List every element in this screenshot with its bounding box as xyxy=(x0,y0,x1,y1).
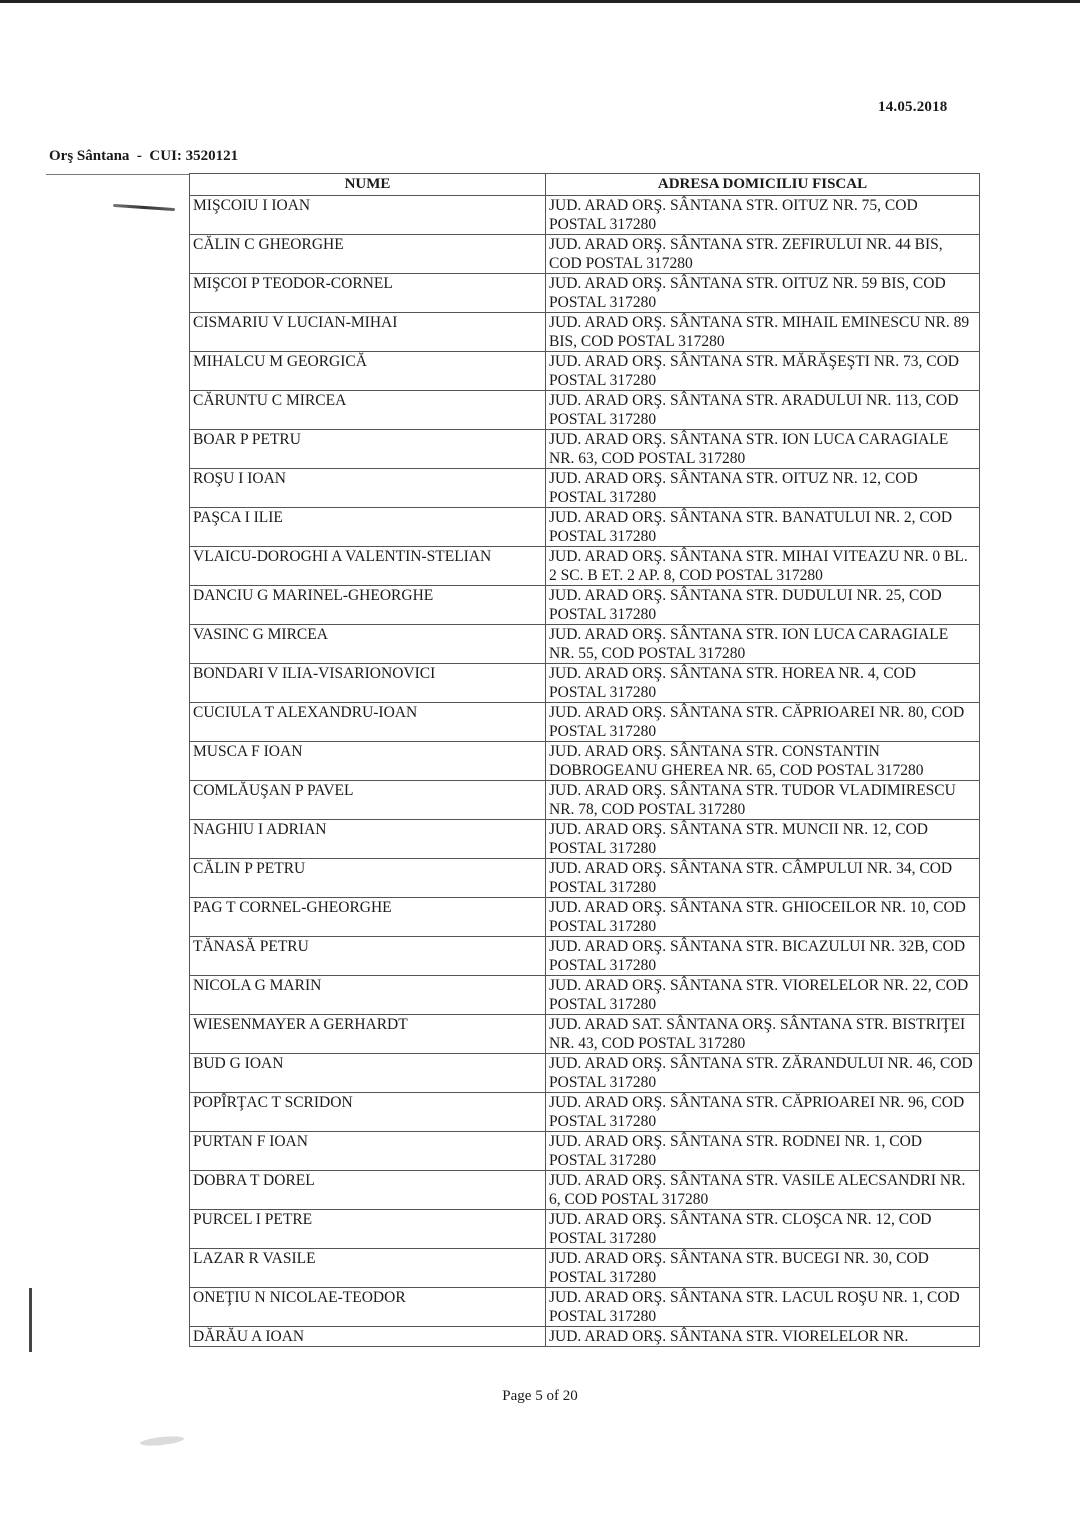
table-row xyxy=(190,391,980,430)
table-row xyxy=(190,1132,980,1171)
table-row xyxy=(190,664,980,703)
table-header-row xyxy=(190,174,980,196)
page-number: Page 5 of 20 xyxy=(502,1388,578,1404)
fiscal-address-cell: JUD. ARAD ORŞ. SÂNTANA STR. OITUZ NR. 75, COD POSTAL 317280 xyxy=(546,196,980,235)
taxpayer-name-cell: ROŞU I IOAN xyxy=(190,469,546,508)
fiscal-address-cell: JUD. ARAD ORŞ. SÂNTANA STR. GHIOCEILOR NR. 10, COD POSTAL 317280 xyxy=(546,898,980,937)
table-row xyxy=(190,1093,980,1132)
taxpayer-name-cell: MIHALCU M GEORGICĂ xyxy=(190,352,546,391)
table-row xyxy=(190,274,980,313)
table-row xyxy=(190,235,980,274)
fiscal-address-cell: JUD. ARAD ORŞ. SÂNTANA STR. ZEFIRULUI NR. 44 BIS, COD POSTAL 317280 xyxy=(546,235,980,274)
taxpayer-name-cell: CUCIULA T ALEXANDRU-IOAN xyxy=(190,703,546,742)
taxpayer-name-cell: DOBRA T DOREL xyxy=(190,1171,546,1210)
fiscal-address-cell: JUD. ARAD ORŞ. SÂNTANA STR. MUNCII NR. 12, COD POSTAL 317280 xyxy=(546,820,980,859)
table-row xyxy=(190,196,980,235)
taxpayer-name-cell: TĂNASĂ PETRU xyxy=(190,937,546,976)
fiscal-address-cell: JUD. ARAD ORŞ. SÂNTANA STR. OITUZ NR. 12, COD POSTAL 317280 xyxy=(546,469,980,508)
taxpayer-table xyxy=(189,173,980,1347)
fiscal-address-cell: JUD. ARAD ORŞ. SÂNTANA STR. ION LUCA CARAGIALE NR. 55, COD POSTAL 317280 xyxy=(546,625,980,664)
taxpayer-name-cell: CĂLIN C GHEORGHE xyxy=(190,235,546,274)
table-row xyxy=(190,859,980,898)
taxpayer-name-cell: DĂRĂU A IOAN xyxy=(190,1327,546,1347)
fiscal-address-cell: JUD. ARAD ORŞ. SÂNTANA STR. VIORELELOR NR. 22, COD POSTAL 317280 xyxy=(546,976,980,1015)
taxpayer-name-cell: BUD G IOAN xyxy=(190,1054,546,1093)
table-row xyxy=(190,352,980,391)
table-row xyxy=(190,820,980,859)
taxpayer-name-cell: BONDARI V ILIA-VISARIONOVICI xyxy=(190,664,546,703)
taxpayer-name-cell: CISMARIU V LUCIAN-MIHAI xyxy=(190,313,546,352)
fiscal-address-cell: JUD. ARAD ORŞ. SÂNTANA STR. CONSTANTIN DOBROGEANU GHEREA NR. 65, COD POSTAL 317280 xyxy=(546,742,980,781)
fiscal-address-cell: JUD. ARAD ORŞ. SÂNTANA STR. ARADULUI NR. 113, COD POSTAL 317280 xyxy=(546,391,980,430)
column-header-name: NUME xyxy=(190,174,546,196)
taxpayer-name-cell: VASINC G MIRCEA xyxy=(190,625,546,664)
table-row xyxy=(190,742,980,781)
pen-mark xyxy=(113,204,175,211)
fiscal-address-cell: JUD. ARAD ORŞ. SÂNTANA STR. VIORELELOR NR. xyxy=(546,1327,980,1347)
taxpayer-name-cell: BOAR P PETRU xyxy=(190,430,546,469)
header-divider xyxy=(46,174,189,175)
fiscal-address-cell: JUD. ARAD ORŞ. SÂNTANA STR. VASILE ALECSANDRI NR. 6, COD POSTAL 317280 xyxy=(546,1171,980,1210)
table-row xyxy=(190,430,980,469)
table-row xyxy=(190,1249,980,1288)
table-row xyxy=(190,313,980,352)
taxpayer-name-cell: NAGHIU I ADRIAN xyxy=(190,820,546,859)
taxpayer-name-cell: ONEŢIU N NICOLAE-TEODOR xyxy=(190,1288,546,1327)
taxpayer-name-cell: WIESENMAYER A GERHARDT xyxy=(190,1015,546,1054)
table-row xyxy=(190,508,980,547)
taxpayer-name-cell: VLAICU-DOROGHI A VALENTIN-STELIAN xyxy=(190,547,546,586)
fiscal-address-cell: JUD. ARAD ORŞ. SÂNTANA STR. ION LUCA CARAGIALE NR. 63, COD POSTAL 317280 xyxy=(546,430,980,469)
document-date: 14.05.2018 xyxy=(878,99,948,115)
taxpayer-name-cell: DANCIU G MARINEL-GHEORGHE xyxy=(190,586,546,625)
taxpayer-name-cell: COMLĂUŞAN P PAVEL xyxy=(190,781,546,820)
fiscal-address-cell: JUD. ARAD ORŞ. SÂNTANA STR. CÂMPULUI NR. 34, COD POSTAL 317280 xyxy=(546,859,980,898)
taxpayer-name-cell: LAZAR R VASILE xyxy=(190,1249,546,1288)
fiscal-address-cell: JUD. ARAD ORŞ. SÂNTANA STR. MIHAI VITEAZU NR. 0 BL. 2 SC. B ET. 2 AP. 8, COD POSTAL 317280 xyxy=(546,547,980,586)
table-row xyxy=(190,547,980,586)
taxpayer-name-cell: MIŞCOIU I IOAN xyxy=(190,196,546,235)
fiscal-address-cell: JUD. ARAD ORŞ. SÂNTANA STR. RODNEI NR. 1, COD POSTAL 317280 xyxy=(546,1132,980,1171)
fiscal-address-cell: JUD. ARAD ORŞ. SÂNTANA STR. BUCEGI NR. 30, COD POSTAL 317280 xyxy=(546,1249,980,1288)
taxpayer-name-cell: MIŞCOI P TEODOR-CORNEL xyxy=(190,274,546,313)
page-top-border xyxy=(0,0,1080,3)
taxpayer-name-cell: PAG T CORNEL-GHEORGHE xyxy=(190,898,546,937)
fiscal-address-cell: JUD. ARAD ORŞ. SÂNTANA STR. BICAZULUI NR. 32B, COD POSTAL 317280 xyxy=(546,937,980,976)
taxpayer-name-cell: MUSCA F IOAN xyxy=(190,742,546,781)
fiscal-address-cell: JUD. ARAD ORŞ. SÂNTANA STR. LACUL ROŞU NR. 1, COD POSTAL 317280 xyxy=(546,1288,980,1327)
table-row xyxy=(190,1327,980,1347)
fiscal-address-cell: JUD. ARAD ORŞ. SÂNTANA STR. OITUZ NR. 59 BIS, COD POSTAL 317280 xyxy=(546,274,980,313)
taxpayer-name-cell: CĂLIN P PETRU xyxy=(190,859,546,898)
taxpayer-name-cell: PURCEL I PETRE xyxy=(190,1210,546,1249)
fiscal-address-cell: JUD. ARAD ORŞ. SÂNTANA STR. MIHAIL EMINESCU NR. 89 BIS, COD POSTAL 317280 xyxy=(546,313,980,352)
fiscal-address-cell: JUD. ARAD SAT. SÂNTANA ORŞ. SÂNTANA STR. BISTRIŢEI NR. 43, COD POSTAL 317280 xyxy=(546,1015,980,1054)
table-row xyxy=(190,937,980,976)
table-row xyxy=(190,1288,980,1327)
scan-smudge xyxy=(140,1435,185,1448)
taxpayer-name-cell: PURTAN F IOAN xyxy=(190,1132,546,1171)
table-row xyxy=(190,703,980,742)
taxpayer-name-cell: POPÎRŢAC T SCRIDON xyxy=(190,1093,546,1132)
fiscal-address-cell: JUD. ARAD ORŞ. SÂNTANA STR. BANATULUI NR. 2, COD POSTAL 317280 xyxy=(546,508,980,547)
table-row xyxy=(190,1171,980,1210)
fiscal-address-cell: JUD. ARAD ORŞ. SÂNTANA STR. ZĂRANDULUI NR. 46, COD POSTAL 317280 xyxy=(546,1054,980,1093)
taxpayer-name-cell: PAŞCA I ILIE xyxy=(190,508,546,547)
table-row xyxy=(190,469,980,508)
fiscal-address-cell: JUD. ARAD ORŞ. SÂNTANA STR. MĂRĂŞEŞTI NR. 73, COD POSTAL 317280 xyxy=(546,352,980,391)
fiscal-address-cell: JUD. ARAD ORŞ. SÂNTANA STR. CĂPRIOAREI NR. 80, COD POSTAL 317280 xyxy=(546,703,980,742)
table-row xyxy=(190,781,980,820)
fiscal-address-cell: JUD. ARAD ORŞ. SÂNTANA STR. DUDULUI NR. 25, COD POSTAL 317280 xyxy=(546,586,980,625)
fiscal-address-cell: JUD. ARAD ORŞ. SÂNTANA STR. TUDOR VLADIMIRESCU NR. 78, COD POSTAL 317280 xyxy=(546,781,980,820)
column-header-address: ADRESA DOMICILIU FISCAL xyxy=(546,174,980,196)
fiscal-address-cell: JUD. ARAD ORŞ. SÂNTANA STR. HOREA NR. 4, COD POSTAL 317280 xyxy=(546,664,980,703)
table-row xyxy=(190,976,980,1015)
margin-scan-mark xyxy=(29,1288,32,1352)
taxpayer-name-cell: NICOLA G MARIN xyxy=(190,976,546,1015)
institution-header: Orş Sântana - CUI: 3520121 xyxy=(49,148,239,164)
table-row xyxy=(190,1015,980,1054)
fiscal-address-cell: JUD. ARAD ORŞ. SÂNTANA STR. CĂPRIOAREI NR. 96, COD POSTAL 317280 xyxy=(546,1093,980,1132)
table-row xyxy=(190,625,980,664)
taxpayer-name-cell: CĂRUNTU C MIRCEA xyxy=(190,391,546,430)
table-row xyxy=(190,898,980,937)
table-row xyxy=(190,586,980,625)
table-row xyxy=(190,1210,980,1249)
table-row xyxy=(190,1054,980,1093)
fiscal-address-cell: JUD. ARAD ORŞ. SÂNTANA STR. CLOŞCA NR. 12, COD POSTAL 317280 xyxy=(546,1210,980,1249)
